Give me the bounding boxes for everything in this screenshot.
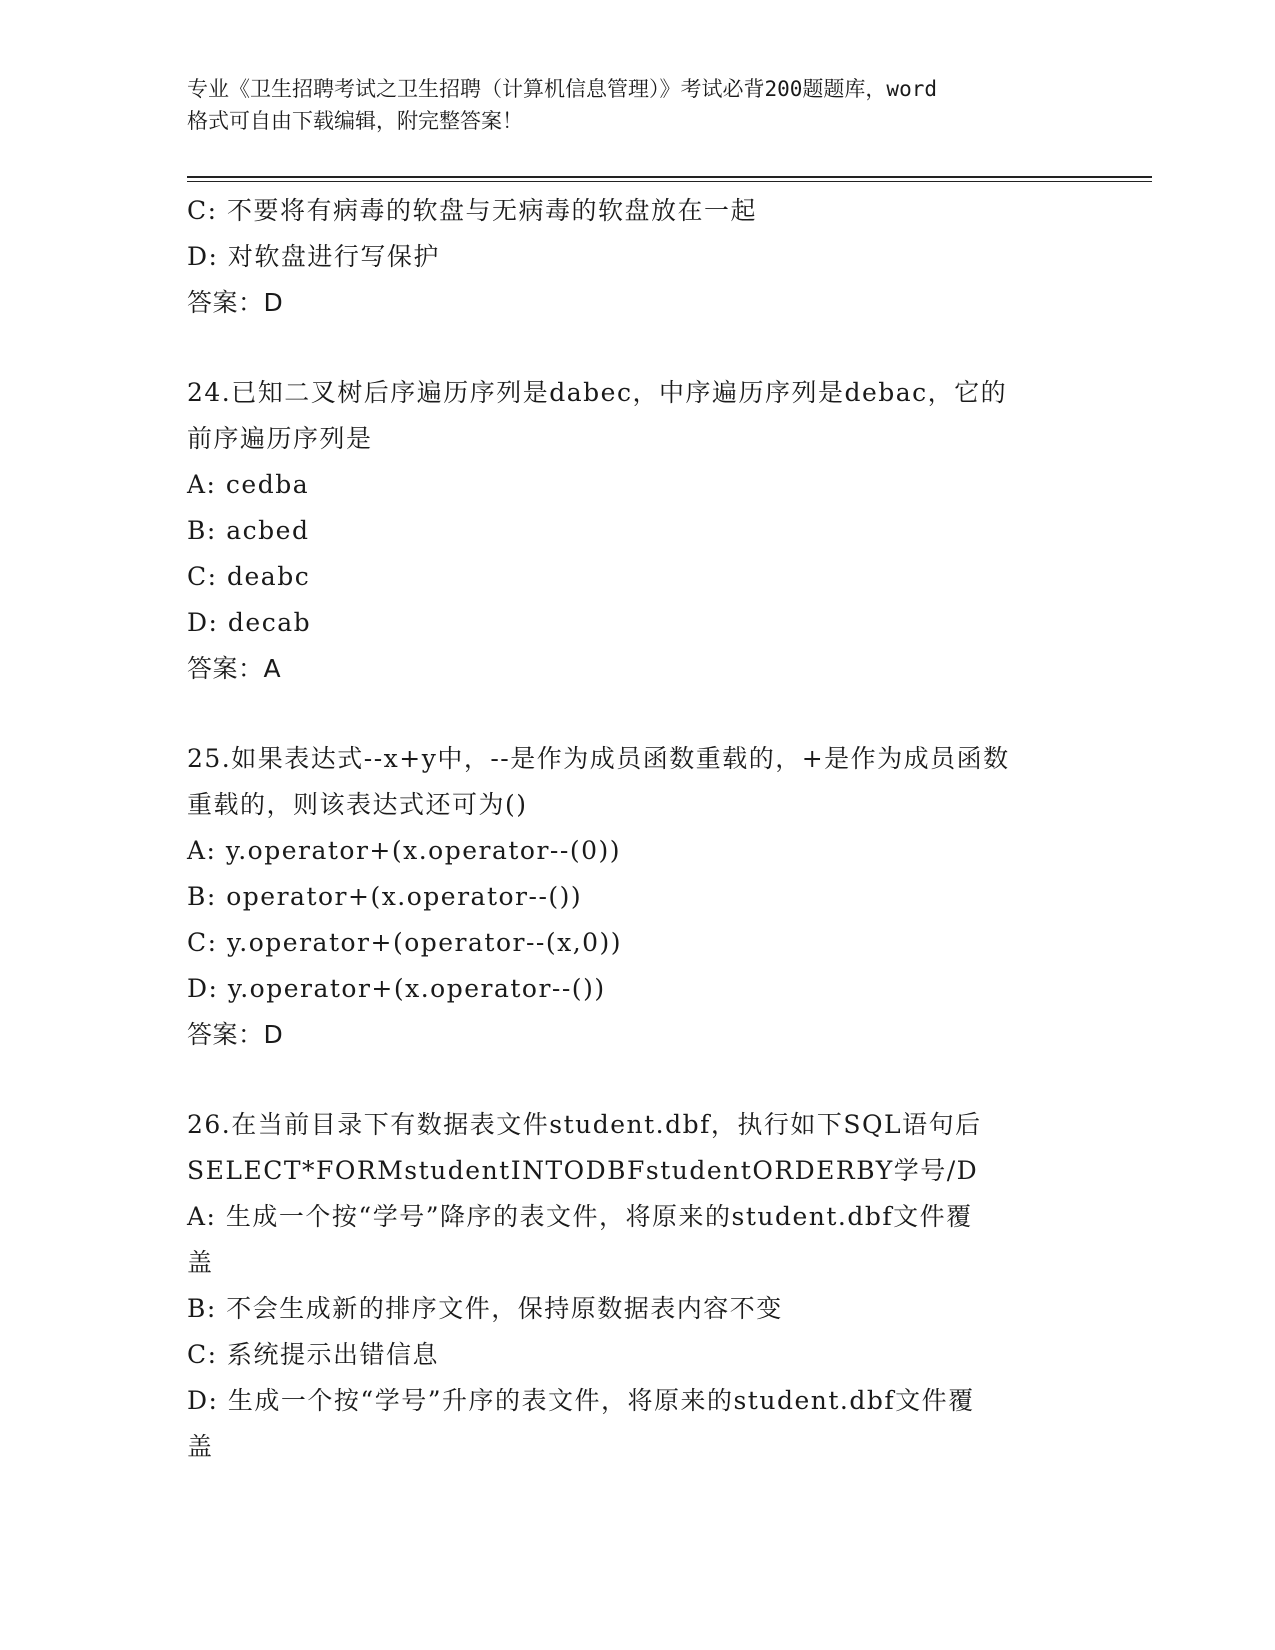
- option-b: B: operator+(x.operator--()): [187, 882, 583, 911]
- option-a-line-2: 盖: [187, 1248, 214, 1277]
- answer-line: 答案：D: [187, 288, 284, 317]
- option-d: D: y.operator+(x.operator--()): [187, 974, 606, 1003]
- option-a: A: y.operator+(x.operator--(0)): [187, 836, 621, 865]
- option-d: D: decab: [187, 608, 312, 637]
- option-d-line-2: 盖: [187, 1432, 214, 1461]
- option-c: C: y.operator+(operator--(x,0)): [187, 928, 623, 957]
- question-title-line-2: 重载的，则该表达式还可为(): [187, 790, 528, 819]
- header-divider-thin: [187, 181, 1152, 182]
- header-line-1: 专业《卫生招聘考试之卫生招聘（计算机信息管理）》考试必背200题题库，word: [187, 77, 937, 101]
- answer-line: 答案：D: [187, 1020, 284, 1049]
- option-d: D: 对软盘进行写保护: [187, 242, 440, 271]
- question-25: [187, 736, 1087, 1058]
- option-c: C: 不要将有病毒的软盘与无病毒的软盘放在一起: [187, 196, 757, 225]
- option-b: B: 不会生成新的排序文件，保持原数据表内容不变: [187, 1294, 783, 1323]
- question-23-tail: [187, 188, 1087, 326]
- option-a-line-1: A: 生成一个按“学号”降序的表文件，将原来的student.dbf文件覆: [187, 1202, 973, 1231]
- page-header: [187, 73, 1087, 137]
- question-26: [187, 1102, 1087, 1470]
- question-24: [187, 370, 1087, 692]
- question-title-line-1: 25.如果表达式--x+y中，--是作为成员函数重载的，+是作为成员函数: [187, 744, 1010, 773]
- answer-line: 答案：A: [187, 654, 282, 683]
- option-c: C: 系统提示出错信息: [187, 1340, 439, 1369]
- question-content: [187, 188, 1087, 1470]
- question-title-line-2: 前序遍历序列是: [187, 424, 373, 453]
- option-a: A: cedba: [187, 470, 310, 499]
- question-title-line-2: SELECT*FORMstudentINTODBFstudentORDERBY学号/D: [187, 1156, 979, 1185]
- header-divider-thick: [187, 176, 1152, 178]
- question-title-line-1: 24.已知二叉树后序遍历序列是dabec，中序遍历序列是debac，它的: [187, 378, 1008, 407]
- option-b: B: acbed: [187, 516, 310, 545]
- option-c: C: deabc: [187, 562, 311, 591]
- header-line-2: 格式可自由下载编辑，附完整答案！: [187, 109, 523, 133]
- question-title-line-1: 26.在当前目录下有数据表文件student.dbf，执行如下SQL语句后: [187, 1110, 982, 1139]
- option-d-line-1: D: 生成一个按“学号”升序的表文件，将原来的student.dbf文件覆: [187, 1386, 975, 1415]
